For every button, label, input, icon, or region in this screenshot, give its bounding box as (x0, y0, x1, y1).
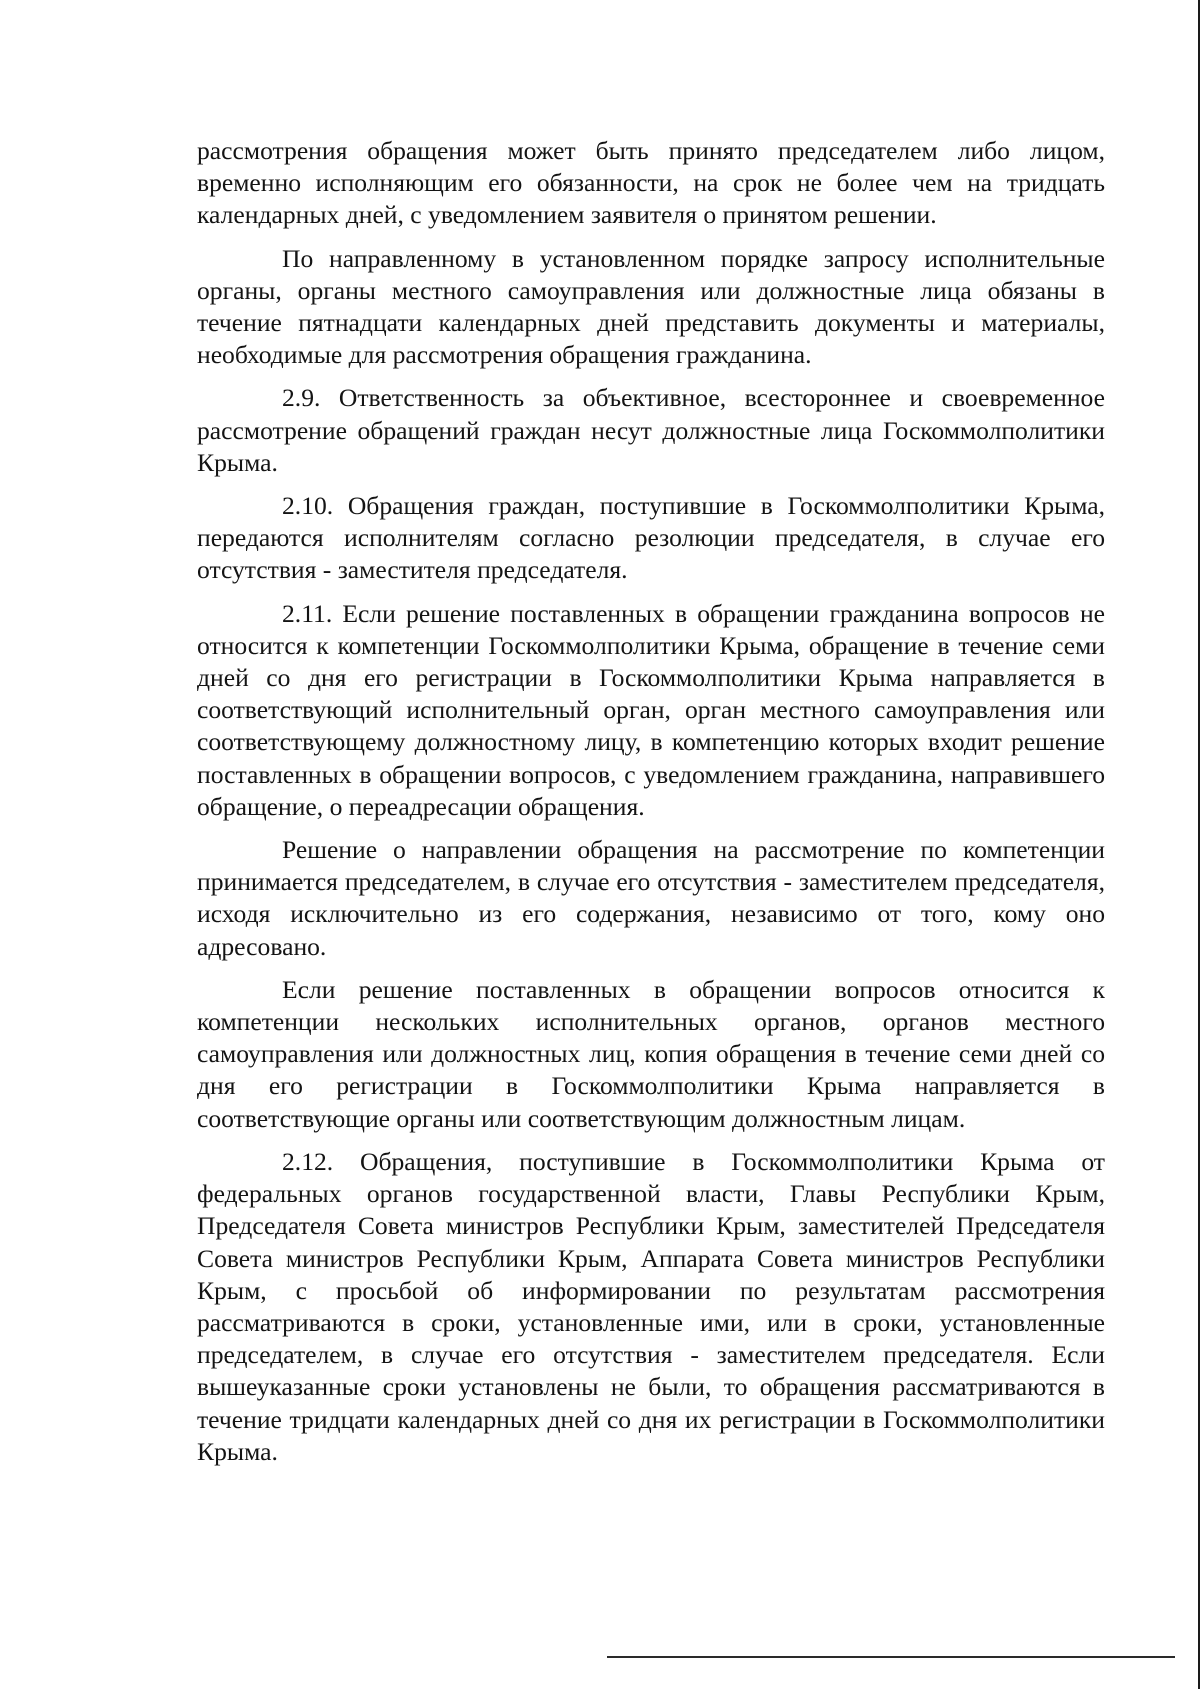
paragraph-competence-decision: Решение о направлении обращения на рассмотрение по компетенции принимается председателем, в случае его отсутствия - заместителем председателя, исходя исключительно из его содержания, независимо от того, кому оно адресовано. (197, 835, 1105, 961)
paragraph-2-11: 2.11. Если решение поставленных в обращении гражданина вопросов не относится к компетенции Госкоммолполитики Крыма, обращение в течение семи дней со дня его регистрации в Госкоммолполитики Крыма направляется в соответствующий исполнительный орган, орган местного самоуправления или соответствующему должностному лицу, в компетенцию которых входит решение поставленных в обращении вопросов, с уведомлением гражданина, направившего обращение, о переадресации обращения. (197, 598, 1105, 821)
footer-rule (607, 1656, 1175, 1658)
paragraph-request-documents: По направленному в установленном порядке запросу исполнительные органы, органы местного самоуправления или должностные лица обязаны в течение пятнадцати календарных дней представить документы и материалы, необходимые для рассмотрения обращения гражданина. (197, 243, 1105, 370)
paragraph-continuation: рассмотрения обращения может быть принято председателем либо лицом, временно исполняющим его обязанности, на срок не более чем на тридцать календарных дней, с уведомлением заявителя о принятом решении. (197, 136, 1105, 230)
document-body (197, 135, 1105, 1479)
paragraph-multiple-bodies: Если решение поставленных в обращении вопросов относится к компетенции нескольких исполнительных органов, органов местного самоуправления или должностных лиц, копия обращения в течение семи дней со дня его регистрации в Госкоммолполитики Крыма направляется в соответствующие органы или соответствующим должностным лицам. (197, 974, 1105, 1133)
paragraph-2-10: 2.10. Обращения граждан, поступившие в Госкоммолполитики Крыма, передаются исполнителям согласно резолюции председателя, в случае его отсутствия - заместителя председателя. (197, 491, 1105, 585)
paragraph-2-12: 2.12. Обращения, поступившие в Госкоммолполитики Крыма от федеральных органов государственной власти, Главы Республики Крым, Председателя Совета министров Республики Крым, заместителей Председателя Совета министров Республики Крым, Аппарата Совета министров Республики Крым, с просьбой об информировании по результатам рассмотрения рассматриваются в сроки, установленные ими, или в сроки, установленные председателем, в случае его отсутствия - заместителем председателя. Если вышеуказанные сроки установлены не были, то обращения рассматриваются в течение тридцати календарных дней со дня их регистрации в Госкоммолполитики Крыма. (197, 1146, 1105, 1466)
paragraph-2-9: 2.9. Ответственность за объективное, всестороннее и своевременное рассмотрение обращений граждан несут должностные лица Госкоммолполитики Крыма. (197, 383, 1105, 477)
